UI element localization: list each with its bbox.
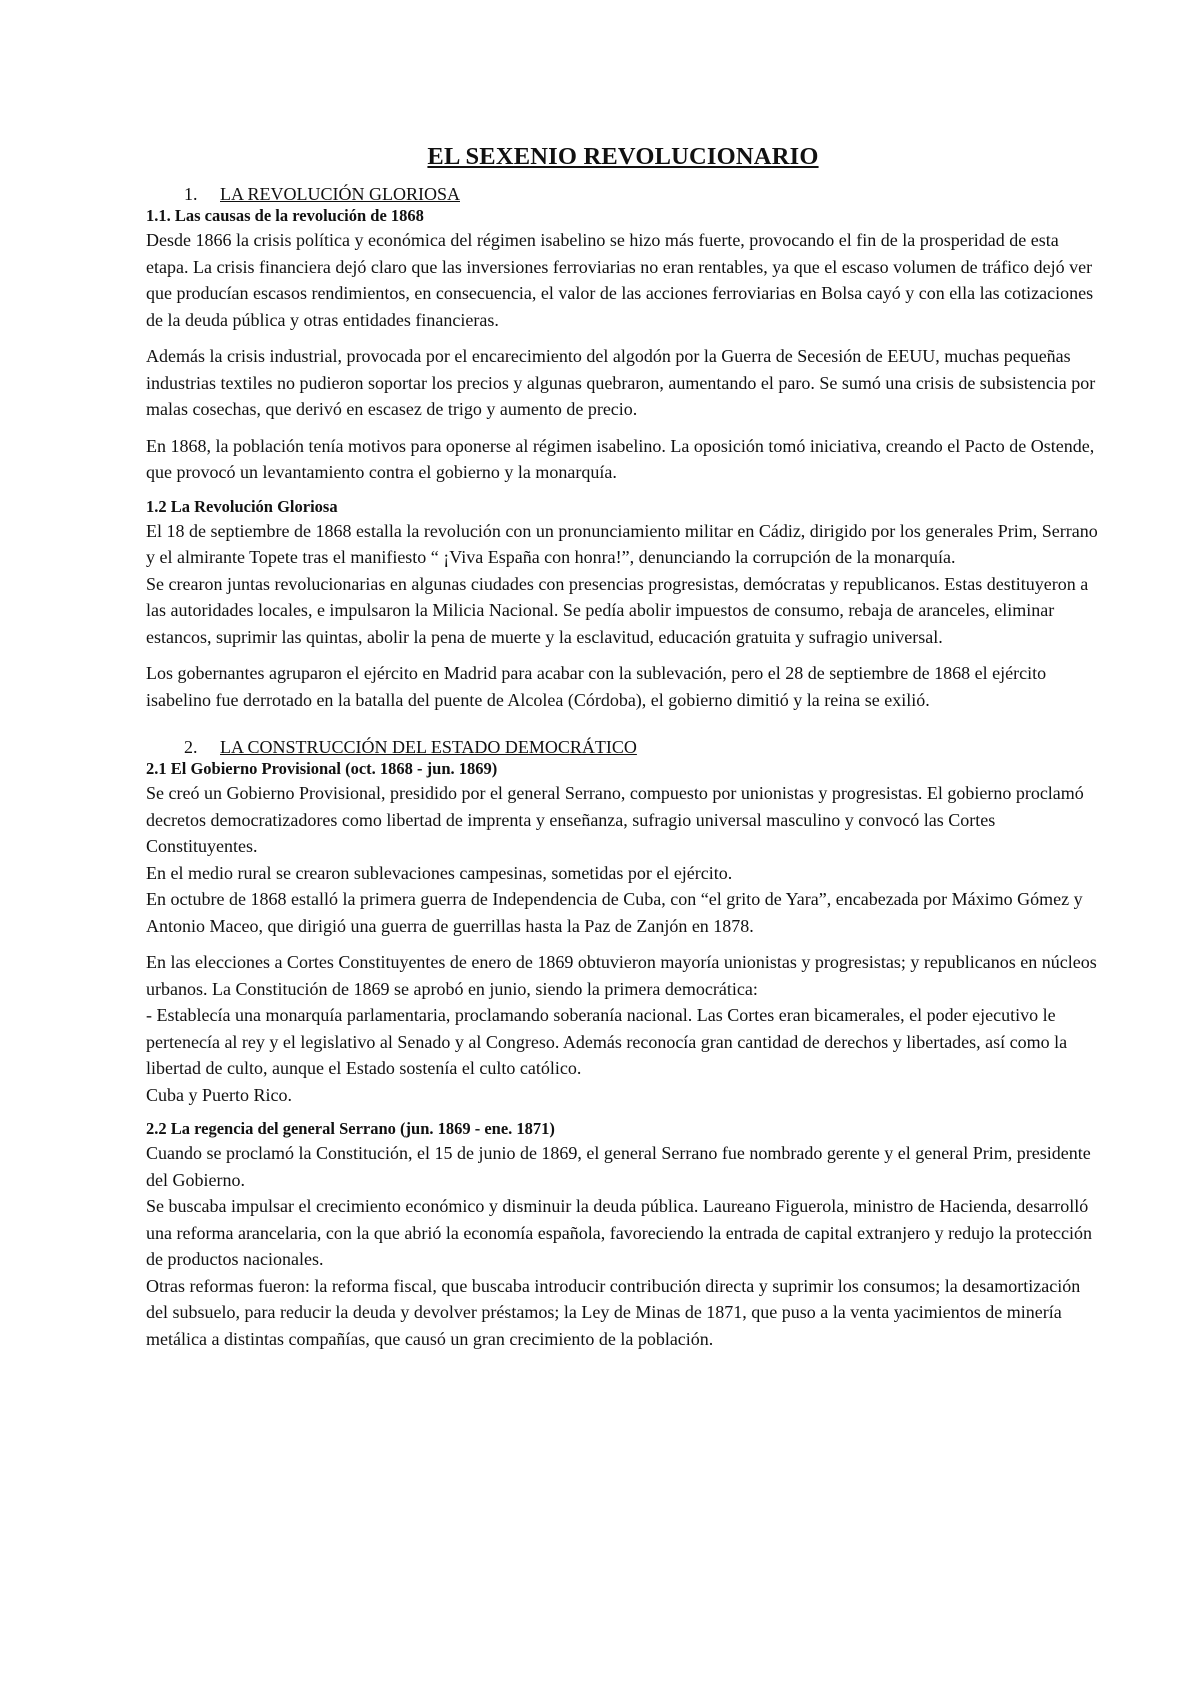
section-title: LA REVOLUCIÓN GLORIOSA [220,184,460,204]
paragraph: En octubre de 1868 estalló la primera guerra de Independencia de Cuba, con “el grito de Yara”, encabezada por Máximo Gómez y Antonio Maceo, que dirigió una guerra de guerrillas hasta la Paz de Zanjón en 1878. [146,889,1083,936]
section-number: 2. [184,737,198,757]
paragraph: Se crearon juntas revolucionarias en algunas ciudades con presencias progresistas, demócratas y republicanos. Estas destituyeron a las autoridades locales, e impulsaron la Milicia Nacional. Se pedía abolir impuestos de consumo, rebaja de aranceles, eliminar estancos, suprimir las quintas, abolir la pena de muerte y la esclavitud, educación gratuita y sufragio universal. [146,573,1089,647]
paragraph: Se buscaba impulsar el crecimiento económico y disminuir la deuda pública. Laureano Figuerola, ministro de Hacienda, desarrolló una reforma arancelaria, con la que abrió la economía española, favoreciendo la entrada de capital extranjero y redujo la protección de productos nacionales. [146,1196,1093,1269]
spacer [146,723,1100,737]
paragraph: - Establecía una monarquía parlamentaria, proclamando soberanía nacional. Las Cortes eran bicamerales, el poder ejecutivo le pertenecía al rey y el legislativo al Senado y al Congreso. Además reconocía gran cantidad de derechos y libertades, así como la libertad de culto, aunque el Estado sostenía el culto católico. [146,1005,1068,1078]
paragraph: El 18 de septiembre de 1868 estalla la revolución con un pronunciamiento militar en Cádiz, dirigido por los generales Prim, Serrano y el almirante Topete tras el manifiesto “ ¡Viva España con honra!”, denunciando la corrupción de la monarquía. [146,520,1098,567]
paragraph: En el medio rural se crearon sublevaciones campesinas, sometidas por el ejército. [146,862,733,883]
paragraph: Desde 1866 la crisis política y económica del régimen isabelino se hizo más fuerte, provocando el fin de la prosperidad de esta etapa. La crisis financiera dejó claro que las inversiones ferroviarias no eran rentables, ya que el escaso volumen de tráfico dejó ver que producían escasos rendimientos, en consecuencia, el valor de las acciones ferroviarias en Bolsa cayó y con ella las cotizaciones de la deuda pública y otras entidades financieras. [146,230,1094,330]
section-heading-2 [146,737,1100,758]
subsection-heading-1-1: 1.1. Las causas de la revolución de 1868 [146,206,424,225]
paragraph: Además la crisis industrial, provocada por el encarecimiento del algodón por la Guerra de Secesión de EEUU, muchas pequeñas industrias textiles no pudieron soportar los precios y algunas quebraron, aumentando el paro. Se sumó una crisis de subsistencia por malas cosechas, que derivó en escasez de trigo y aumento de precio. [146,346,1096,419]
document-title: EL SEXENIO REVOLUCIONARIO [427,143,819,170]
paragraph: Cuando se proclamó la Constitución, el 15 de junio de 1869, el general Serrano fue nombrado gerente y el general Prim, presidente del Gobierno. [146,1143,1091,1190]
paragraph: En 1868, la población tenía motivos para oponerse al régimen isabelino. La oposición tomó iniciativa, creando el Pacto de Ostende, que provocó un levantamiento contra el gobierno y la monarquía. [146,435,1095,482]
section-title: LA CONSTRUCCIÓN DEL ESTADO DEMOCRÁTICO [220,737,637,757]
paragraph: Cuba y Puerto Rico. [146,1084,292,1105]
section-heading-1 [146,184,1100,205]
paragraph: Se creó un Gobierno Provisional, presidido por el general Serrano, compuesto por unionistas y progresistas. El gobierno proclamó decretos democratizadores como libertad de imprenta y enseñanza, sufragio universal masculino y convocó las Cortes Constituyentes. [146,783,1084,856]
paragraph: Otras reformas fueron: la reforma fiscal, que buscaba introducir contribución directa y suprimir los consumos; la desamortización del subsuelo, para reducir la deuda y devolver préstamos; la Ley de Minas de 1871, que puso a la venta yacimientos de minería metálica a distintas compañías, que causó un gran crecimiento de la población. [146,1275,1081,1349]
paragraph: Los gobernantes agruparon el ejército en Madrid para acabar con la sublevación, pero el 28 de septiembre de 1868 el ejército isabelino fue derrotado en la batalla del puente de Alcolea (Córdoba), el gobierno dimitió y la reina se exilió. [146,663,1047,710]
subsection-heading-2-2: 2.2 La regencia del general Serrano (jun. 1869 - ene. 1871) [146,1119,555,1138]
subsection-heading-2-1: 2.1 El Gobierno Provisional (oct. 1868 - jun. 1869) [146,759,498,778]
paragraph: En las elecciones a Cortes Constituyentes de enero de 1869 obtuvieron mayoría unionistas y progresistas; y republicanos en núcleos urbanos. La Constitución de 1869 se aprobó en junio, siendo la primera democrática: [146,952,1097,999]
section-number: 1. [184,184,198,204]
subsection-heading-1-2: 1.2 La Revolución Gloriosa [146,496,338,516]
